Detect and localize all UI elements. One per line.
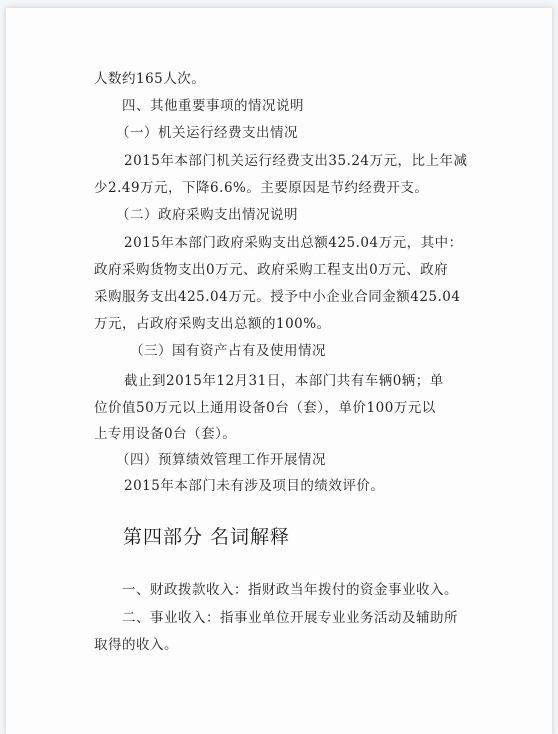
text-line: 位价值50万元以上通用设备0台（套），单价100万元以	[94, 400, 436, 416]
text-line: 政府采购货物支出0万元、政府采购工程支出0万元、政府	[94, 262, 449, 278]
item-heading: （二）政府采购支出情况说明	[116, 207, 298, 223]
text-line: 截止到2015年12月31日，本部门共有车辆0辆；单	[124, 373, 444, 389]
document-page	[6, 8, 552, 734]
text-line: 少2.49万元，下降6.6%。主要原因是节约经费开支。	[94, 180, 429, 196]
item-heading: （三）国有资产占有及使用情况	[130, 343, 326, 359]
item-heading: （一）机关运行经费支出情况	[116, 125, 298, 141]
section-heading: 第四部分 名词解释	[123, 526, 291, 548]
definition-line: 取得的收入。	[94, 637, 178, 653]
text-line: 人数约165人次。	[94, 71, 206, 87]
text-line: 2015年本部门未有涉及项目的绩效评价。	[124, 478, 385, 494]
section-subheading: 四、其他重要事项的情况说明	[122, 98, 304, 114]
item-heading: （四）预算绩效管理工作开展情况	[116, 452, 326, 468]
text-line: 2015年本部门机关运行经费支出35.24万元，比上年减	[124, 153, 468, 169]
text-line: 上专用设备0台（套）。	[94, 426, 237, 442]
definition-line: 一、财政拨款收入：指财政当年拨付的资金事业收入。	[122, 582, 458, 598]
text-line: 采购服务支出425.04万元。授予中小企业合同金额425.04	[94, 289, 461, 305]
definition-line: 二、事业收入：指事业单位开展专业业务活动及辅助所	[122, 610, 458, 626]
text-line: 万元，占政府采购支出总额的100%。	[94, 316, 331, 332]
text-line: 2015年本部门政府采购支出总额425.04万元，其中：	[124, 235, 463, 251]
